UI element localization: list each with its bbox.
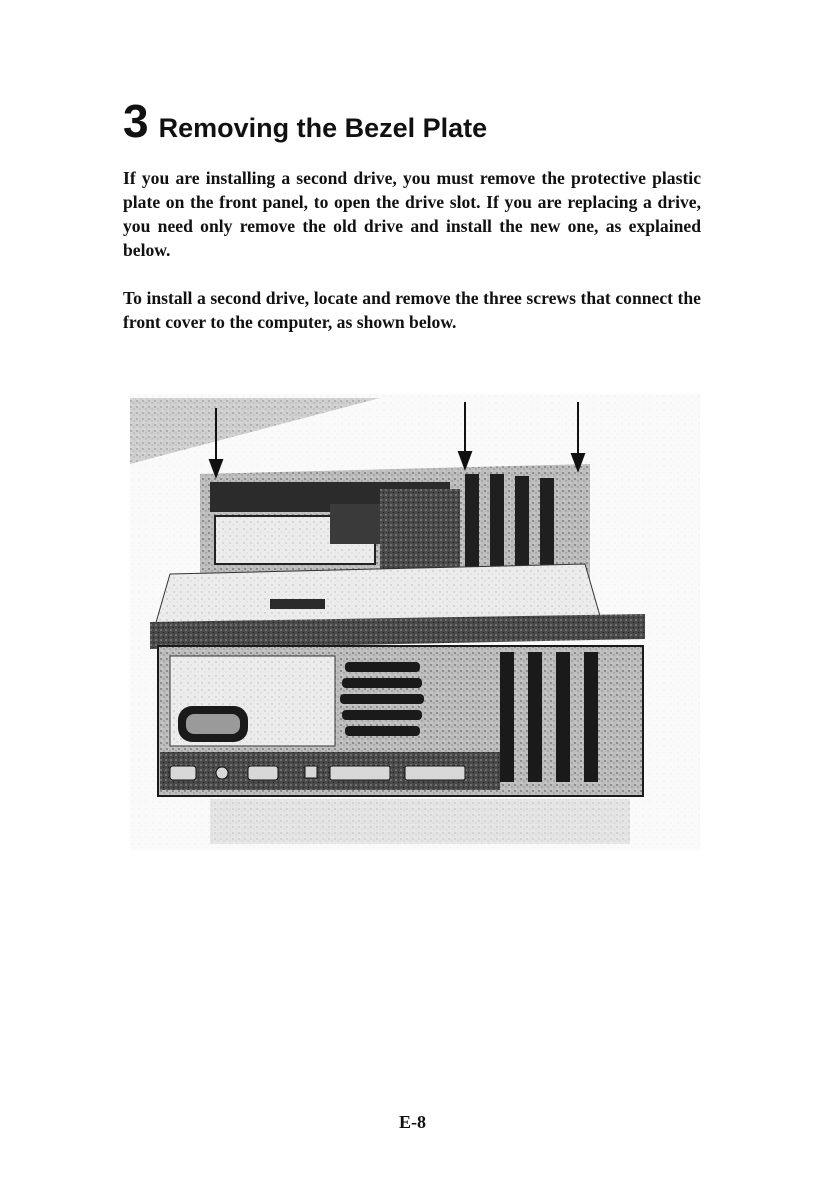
paragraph-intro: If you are installing a second drive, you must remove the protective plastic plate on the front panel, to open the drive slot. If you are replacing a drive, you need only remove the old drive and install the new one, as explained below. [123,168,701,260]
page-number: E-8 [399,1112,426,1132]
paragraph-instructions: To install a second drive, locate and remove the three screws that connect the front cover to the computer, as shown below. [123,288,701,332]
chassis-photo [130,394,700,850]
section-heading [123,96,723,146]
section-title: Removing the Bezel Plate [158,113,488,143]
section-number: 3 [123,95,149,147]
chassis-illustration [130,394,700,850]
